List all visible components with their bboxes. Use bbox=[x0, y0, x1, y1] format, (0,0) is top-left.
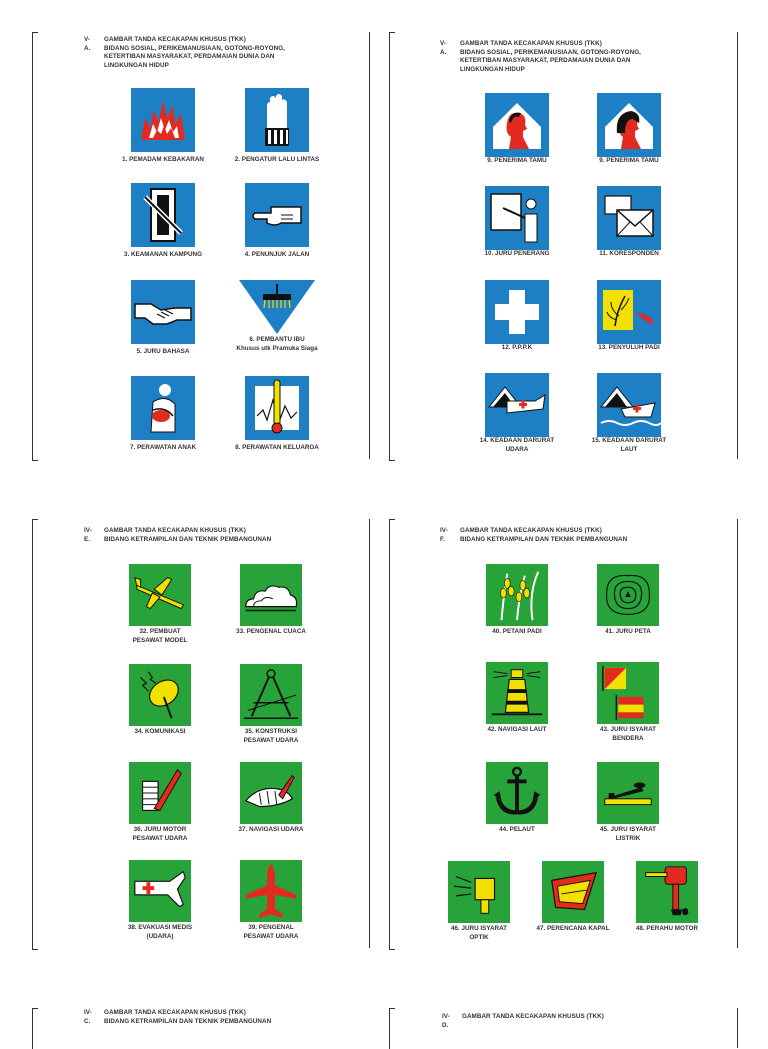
badge-caption: 40. PETANI PADI bbox=[492, 628, 542, 635]
first-aid-cross-icon bbox=[485, 280, 549, 344]
badge-caption: 15. KEADAAN DARURAT LAUT bbox=[591, 437, 667, 453]
rice-stalk-icon bbox=[486, 564, 548, 626]
raised-hand-icon bbox=[245, 88, 309, 152]
boat-hull-icon bbox=[542, 861, 604, 923]
compass-drafting-icon bbox=[240, 664, 302, 726]
header-line: BIDANG KETRAMPILAN DAN TEKNIK PEMBANGUNAN bbox=[460, 535, 628, 543]
header-line: BIDANG KETRAMPILAN DAN TEKNIK PEMBANGUNAN bbox=[104, 535, 272, 543]
header-line: BIDANG SOSIAL, PERIKEMANUSIAAN, GOTONG-ROYONG, bbox=[104, 44, 285, 52]
panel-right-rule bbox=[737, 32, 738, 459]
badge-caption: 14. KEADAAN DARURAT UDARA bbox=[479, 437, 555, 453]
badge-caption: 34. KOMUNIKASI bbox=[134, 728, 186, 735]
rice-plant-icon bbox=[597, 280, 661, 344]
section-code: IV-D. bbox=[442, 1013, 450, 1029]
header-line: LINGKUNGAN HIDUP bbox=[460, 65, 525, 73]
signal-flags-icon bbox=[597, 662, 659, 724]
panel-right-rule bbox=[737, 519, 738, 948]
badge-caption: 11. KORESPONDEN bbox=[599, 250, 659, 257]
anchor-icon bbox=[486, 762, 548, 824]
lighthouse-icon bbox=[486, 662, 548, 724]
header-line: KETERTIBAN MASYARAKAT, PERDAMAIAN DUNIA DAN bbox=[460, 57, 631, 65]
badge-caption: 2. PENGATUR LALU LINTAS bbox=[234, 156, 320, 163]
header-line: GAMBAR TANDA KECAKAPAN KHUSUS (TKK) bbox=[460, 40, 602, 47]
host-man-icon bbox=[485, 93, 549, 157]
badge-caption: 38. EVAKUASI MEDIS (UDARA) bbox=[127, 924, 193, 940]
header-line: BIDANG SOSIAL, PERIKEMANUSIAAN, GOTONG-ROYONG, bbox=[460, 48, 641, 56]
telegraph-key-icon bbox=[597, 762, 659, 824]
badge-caption: 13. PENYULUH PADI bbox=[598, 344, 660, 351]
panel-left-bracket bbox=[32, 519, 38, 950]
sea-emergency-icon bbox=[597, 373, 661, 437]
header-line: GAMBAR TANDA KECAKAPAN KHUSUS (TKK) bbox=[104, 1009, 246, 1016]
badge-caption: 42. NAVIGASI LAUT bbox=[487, 726, 547, 733]
section-code: IV-F. bbox=[440, 527, 448, 543]
badge-caption: 9. PENERIMA TAMU bbox=[599, 157, 659, 164]
host-woman-icon bbox=[597, 93, 661, 157]
section-code: IV-C. bbox=[84, 1009, 92, 1025]
mother-child-icon bbox=[131, 376, 195, 440]
red-airplane-icon bbox=[240, 860, 302, 922]
badge-caption: 5. JURU BAHASA bbox=[136, 348, 190, 355]
badge-caption: 32. PEMBUAT PESAWAT MODEL bbox=[132, 628, 188, 644]
header-line: GAMBAR TANDA KECAKAPAN KHUSUS (TKK) bbox=[104, 36, 246, 43]
thermometer-icon bbox=[245, 376, 309, 440]
medevac-plane-icon bbox=[129, 860, 191, 922]
badge-caption: 37. NAVIGASI UDARA bbox=[238, 826, 304, 833]
broom-icon bbox=[239, 280, 315, 336]
handshake-icon bbox=[131, 280, 195, 344]
panel-right-rule bbox=[369, 32, 370, 459]
panel-left-bracket bbox=[32, 1008, 38, 1049]
panel-left-bracket bbox=[389, 32, 395, 461]
badge-caption: 41. JURU PETA bbox=[605, 628, 651, 635]
header-line: LINGKUNGAN HIDUP bbox=[104, 61, 169, 69]
air-navigation-icon bbox=[240, 762, 302, 824]
satellite-dish-icon bbox=[129, 664, 191, 726]
header-line: BIDANG KETRAMPILAN DAN TEKNIK PEMBANGUNAN bbox=[104, 1017, 272, 1025]
badge-caption: 44. PELAUT bbox=[499, 826, 535, 833]
panel-left-bracket bbox=[389, 1008, 395, 1049]
fire-icon bbox=[131, 88, 195, 152]
badge-caption: 36. JURU MOTOR PESAWAT UDARA bbox=[132, 826, 188, 842]
badge-caption: 10. JURU PENERANG bbox=[484, 250, 550, 257]
panel-left-bracket bbox=[32, 32, 38, 461]
header-line: KETERTIBAN MASYARAKAT, PERDAMAIAN DUNIA DAN bbox=[104, 53, 275, 61]
baton-icon bbox=[131, 183, 195, 247]
cloud-icon bbox=[240, 564, 302, 626]
badge-caption: 45. JURU ISYARAT LISTRIK bbox=[600, 826, 656, 842]
badge-caption: 9. PENERIMA TAMU bbox=[487, 157, 547, 164]
badge-caption: 1. PEMADAM KEBAKARAN bbox=[122, 156, 204, 163]
panel-right-rule bbox=[369, 519, 370, 948]
pointing-hand-icon bbox=[245, 183, 309, 247]
outboard-motor-icon bbox=[636, 861, 698, 923]
badge-caption: 8. PERAWATAN KELUARGA bbox=[235, 444, 319, 451]
header-line: GAMBAR TANDA KECAKAPAN KHUSUS (TKK) bbox=[462, 1013, 604, 1020]
panel-right-rule bbox=[737, 1008, 738, 1048]
badge-caption: 35. KONSTRUKSI PESAWAT UDARA bbox=[243, 728, 299, 744]
badge-caption: 46. JURU ISYARAT OPTIK bbox=[451, 925, 507, 941]
badge-caption: 7. PERAWATAN ANAK bbox=[129, 444, 196, 451]
badge-caption: 12. P.P.P.K bbox=[501, 344, 533, 351]
badge-caption: 33. PENGENAL CUACA bbox=[236, 628, 306, 635]
section-code: V-A. bbox=[440, 40, 447, 56]
envelope-icon bbox=[597, 186, 661, 250]
panel-left-bracket bbox=[389, 519, 395, 950]
badge-caption: 47. PERENCANA KAPAL bbox=[536, 925, 610, 932]
contour-map-icon bbox=[597, 564, 659, 626]
presenter-icon bbox=[485, 186, 549, 250]
header-line: GAMBAR TANDA KECAKAPAN KHUSUS (TKK) bbox=[460, 527, 602, 534]
badge-caption: 3. KEAMANAN KAMPUNG bbox=[123, 251, 202, 258]
header-line: GAMBAR TANDA KECAKAPAN KHUSUS (TKK) bbox=[104, 527, 246, 534]
badge-caption: 48. PERAHU MOTOR bbox=[635, 925, 699, 932]
signal-lamp-icon bbox=[448, 861, 510, 923]
aircraft-engine-icon bbox=[129, 762, 191, 824]
section-code: V-A. bbox=[84, 36, 91, 52]
air-emergency-icon bbox=[485, 373, 549, 437]
badge-caption: 39. PENGENAL PESAWAT UDARA bbox=[243, 924, 299, 940]
model-plane-icon bbox=[129, 564, 191, 626]
badge-caption: 6. PEMBANTU IBU Khusus utk Pramuka Siaga bbox=[236, 336, 318, 352]
badge-caption: 4. PENUNJUK JALAN bbox=[244, 251, 310, 258]
section-code: IV-E. bbox=[84, 527, 92, 543]
badge-caption: 43. JURU ISYARAT BENDERA bbox=[600, 726, 656, 742]
